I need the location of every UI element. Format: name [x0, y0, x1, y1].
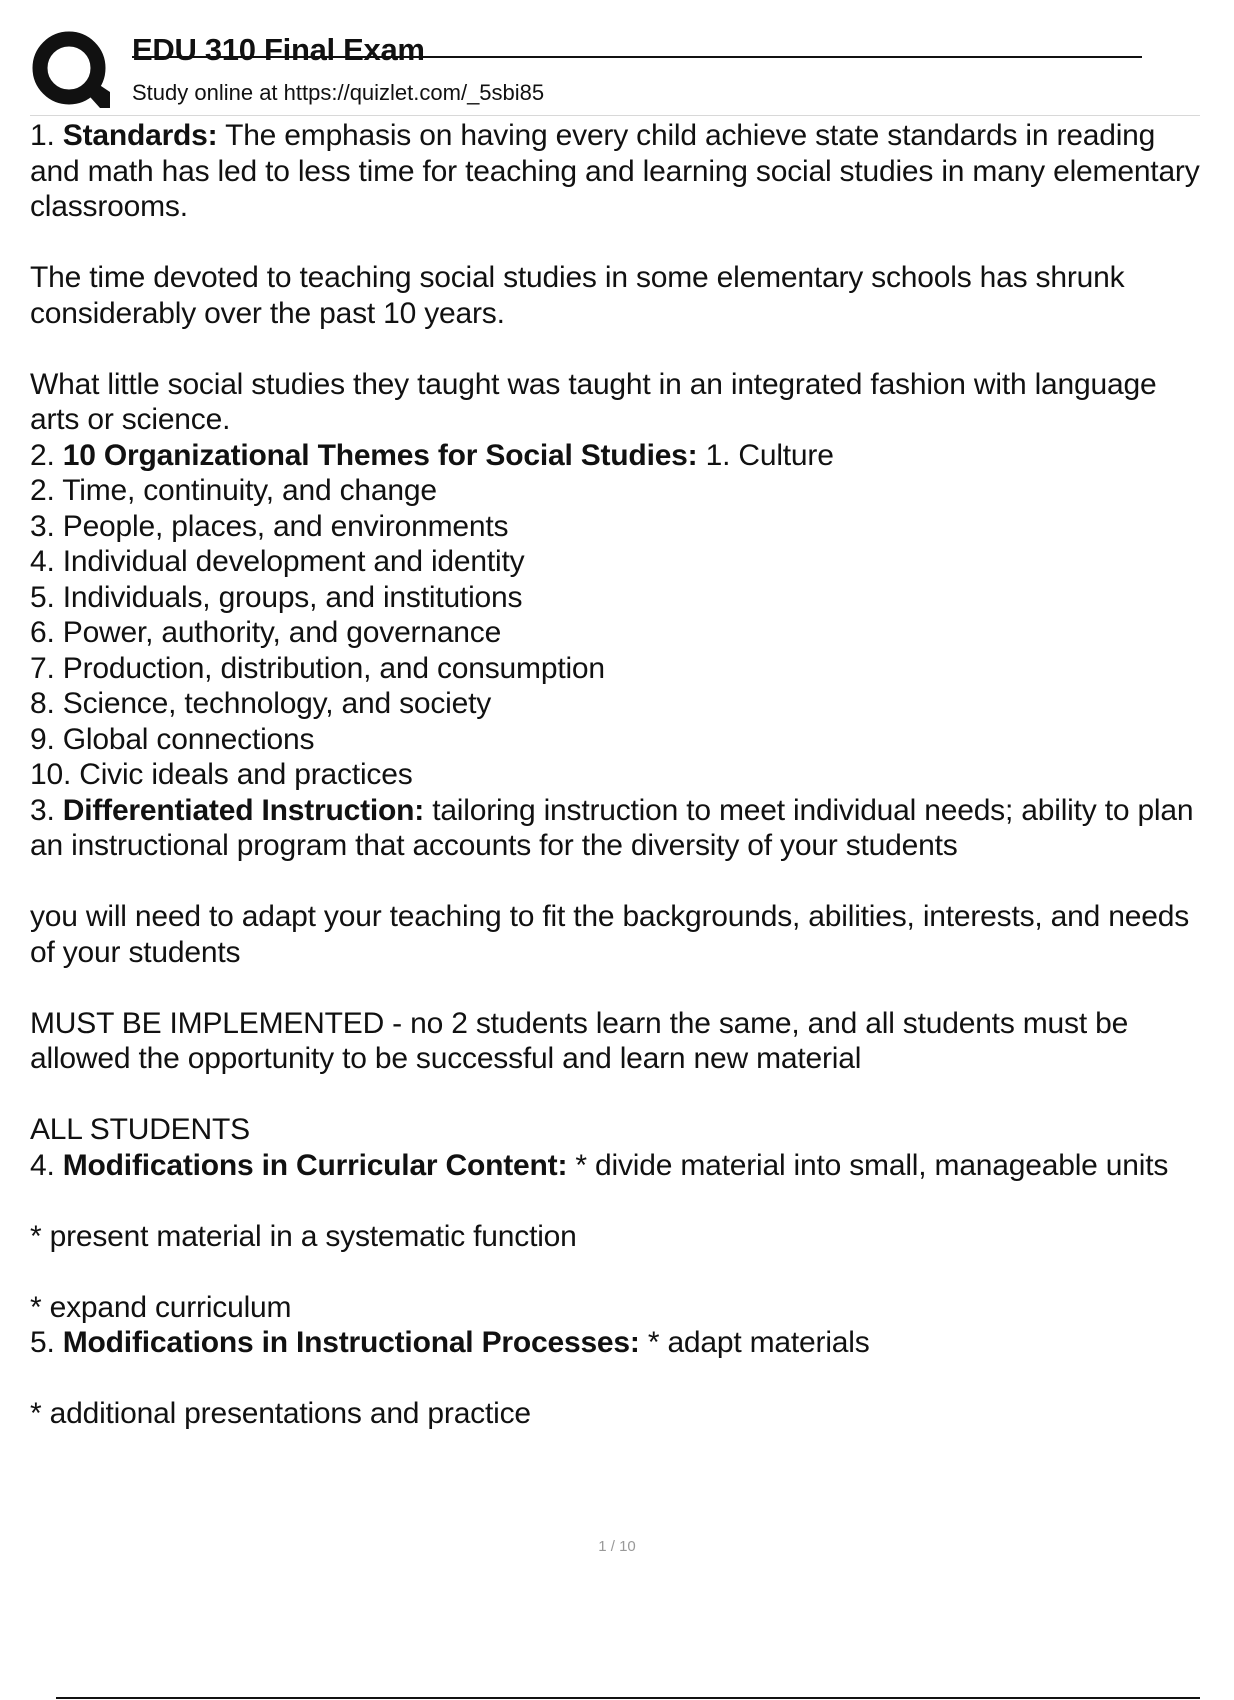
item-number: 3. [30, 793, 55, 827]
item-term: Standards: [62, 119, 218, 152]
item-number: 4. [30, 1148, 55, 1182]
blank-line [30, 1183, 1200, 1219]
flashcard-item [30, 118, 1208, 225]
definition-line: MUST BE IMPLEMENTED - no 2 students learn the same, and all students must be allowed the opportunity to be successful and learn new material [30, 1006, 1137, 1075]
definition-line: 7. Production, distribution, and consumption [30, 651, 605, 685]
header-divider [30, 115, 1200, 116]
blank-line [30, 1361, 1200, 1397]
definition-line: 4. Individual development and identity [30, 545, 525, 578]
title-rule [132, 56, 1142, 58]
page-header [0, 0, 1200, 118]
flashcard-list [30, 118, 1208, 1432]
definition-line: 5. Individuals, groups, and institutions [30, 580, 523, 614]
definition-line: ALL STUDENTS [30, 1113, 250, 1146]
definition-line: * additional presentations and practice [30, 1397, 531, 1430]
item-definition: * divide material into small, manageable units [575, 1148, 1169, 1182]
item-number: 2. [30, 438, 55, 472]
item-definition: The emphasis on having every child achieve state standards in reading and math has led to less time for teaching and learning social studies in many elementary classrooms. [30, 119, 1208, 223]
flashcard-item [30, 438, 1200, 474]
page-number: 1 / 10 [598, 1538, 636, 1555]
definition-line: The time devoted to teaching social studies in some elementary schools has shrunk considerably over the past 10 years. [30, 261, 1133, 330]
item-term: Modifications in Instructional Processes: [62, 1326, 640, 1359]
definition-line: What little social studies they taught was taught in an integrated fashion with language arts or science. [30, 367, 1165, 436]
quizlet-q-icon [30, 30, 112, 112]
definition-line: * present material in a systematic function [30, 1219, 577, 1253]
item-term: 10 Organizational Themes for Social Studies: [62, 438, 698, 472]
item-term: Differentiated Instruction: [62, 793, 425, 827]
flashcard-item [30, 1148, 1200, 1184]
footer-divider [56, 1697, 1200, 1699]
definition-line: 3. People, places, and environments [30, 509, 509, 543]
item-number: 5. [30, 1326, 55, 1359]
definition-line: 2. Time, continuity, and change [30, 474, 437, 507]
definition-line: you will need to adapt your teaching to fit the backgrounds, abilities, interests, and needs of your students [30, 900, 1198, 969]
blank-line [30, 331, 1200, 367]
document-title: EDU 310 Final Exam [132, 32, 425, 67]
flashcard-item [30, 793, 1200, 864]
blank-line [30, 225, 1200, 261]
definition-line: 6. Power, authority, and governance [30, 616, 502, 649]
item-term: Modifications in Curricular Content: [62, 1148, 568, 1182]
item-number: 1. [30, 119, 55, 152]
definition-line: * expand curriculum [30, 1290, 292, 1324]
item-definition: * adapt materials [647, 1326, 870, 1359]
definition-line: 9. Global connections [30, 722, 315, 756]
blank-line [30, 864, 1200, 900]
item-definition: 1. Culture [705, 438, 834, 472]
blank-line [30, 1254, 1200, 1290]
item-definition: tailoring instruction to meet individual needs; ability to plan an instructional program that accounts for the diversity of your students [30, 793, 1202, 862]
flashcard-item [30, 1325, 1200, 1361]
blank-line [30, 970, 1200, 1006]
blank-line [30, 1077, 1200, 1113]
definition-line: 8. Science, technology, and society [30, 687, 492, 720]
study-online-link[interactable]: Study online at https://quizlet.com/_5sbi85 [132, 80, 545, 105]
definition-line: 10. Civic ideals and practices [30, 758, 413, 791]
